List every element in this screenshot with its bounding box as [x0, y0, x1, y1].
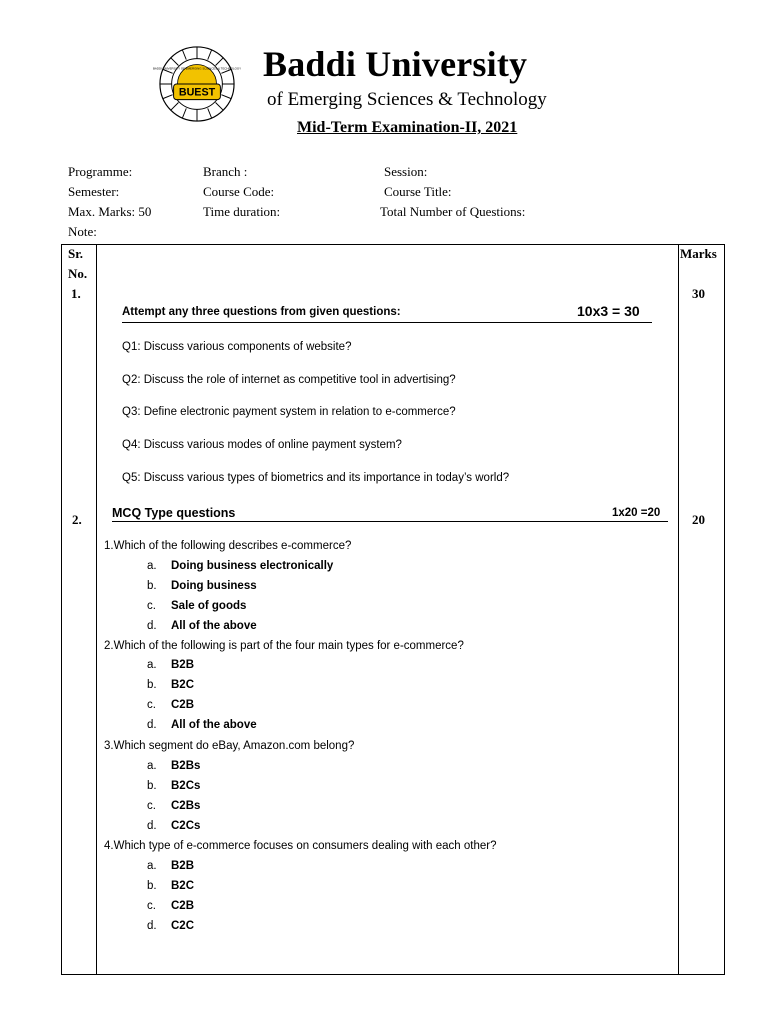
mcq-2-option-d: All of the above: [171, 719, 257, 731]
section1-instruction: Attempt any three questions from given questions:: [122, 306, 401, 318]
programme-label: Programme:: [68, 164, 133, 179]
mcq-4-option-b-letter: b.: [147, 880, 157, 892]
mcq-1-option-d: All of the above: [171, 620, 257, 632]
mcq-3-option-b-letter: b.: [147, 780, 157, 792]
mcq-4-option-d: C2C: [171, 920, 195, 932]
session-label: Session:: [384, 164, 428, 179]
mcq-3-option-a-letter: a.: [147, 760, 157, 772]
note-label: Note:: [68, 224, 97, 239]
mcq-3-option-c-letter: c.: [147, 800, 156, 812]
total-questions-label: Total Number of Questions:: [380, 204, 526, 219]
table-right-border: [724, 244, 725, 975]
marks-header: Marks: [680, 246, 717, 261]
mcq-4-option-a-letter: a.: [147, 860, 157, 872]
section2-title: MCQ Type questions: [112, 506, 236, 520]
mcq-3-option-a: B2Bs: [171, 760, 201, 772]
long-question-3: Q3: Define electronic payment system in relation to e-commerce?: [122, 406, 456, 418]
mcq-3-option-d: C2Cs: [171, 820, 201, 832]
table-top-border: [61, 244, 725, 245]
no-header: No.: [68, 266, 88, 281]
mcq-2-option-b: B2C: [171, 679, 195, 691]
mcq-1-option-a-letter: a.: [147, 560, 157, 572]
semester-label: Semester:: [68, 184, 120, 199]
section1-sr: 1.: [71, 286, 81, 301]
mcq-1-option-c-letter: c.: [147, 600, 156, 612]
mcq-2-option-c-letter: c.: [147, 699, 156, 711]
mcq-2-option-d-letter: d.: [147, 719, 157, 731]
section1-marks: 30: [692, 286, 705, 301]
mcq-4-option-c-letter: c.: [147, 900, 156, 912]
table-sr-divider: [96, 244, 97, 975]
max-marks-label: Max. Marks: 50: [68, 204, 152, 219]
mcq-2-option-c: C2B: [171, 699, 195, 711]
table-left-border: [61, 244, 62, 975]
mcq-question-3: 3.Which segment do eBay, Amazon.com belong?: [104, 740, 355, 752]
section2-sr: 2.: [72, 512, 82, 527]
section1-underline: [122, 322, 652, 323]
mcq-question-1: 1.Which of the following describes e-commerce?: [104, 540, 352, 552]
mcq-1-option-b: Doing business: [171, 580, 257, 592]
section2-marks: 20: [692, 512, 705, 527]
mcq-question-2: 2.Which of the following is part of the four main types for e-commerce?: [104, 640, 464, 652]
university-subtitle: of Emerging Sciences & Technology: [267, 89, 547, 110]
logo-text: BUEST: [178, 86, 216, 99]
course-title-label: Course Title:: [384, 184, 452, 199]
course-code-label: Course Code:: [203, 184, 275, 199]
branch-label: Branch :: [203, 164, 248, 179]
university-name: Baddi University: [263, 44, 528, 84]
mcq-2-option-b-letter: b.: [147, 679, 157, 691]
mcq-4-option-a: B2B: [171, 860, 195, 872]
mcq-2-option-a: B2B: [171, 659, 195, 671]
exam-title: Mid-Term Examination-II, 2021: [297, 119, 518, 136]
mcq-4-option-b: B2C: [171, 880, 195, 892]
long-question-1: Q1: Discuss various components of website?: [122, 341, 352, 353]
table-marks-divider: [678, 244, 679, 975]
mcq-1-option-d-letter: d.: [147, 620, 157, 632]
sr-header: Sr.: [68, 246, 84, 261]
mcq-2-option-a-letter: a.: [147, 659, 157, 671]
table-bottom-border: [61, 974, 725, 975]
mcq-4-option-d-letter: d.: [147, 920, 157, 932]
long-question-5: Q5: Discuss various types of biometrics and its importance in today’s world?: [122, 472, 510, 484]
mcq-1-option-a: Doing business electronically: [171, 560, 334, 572]
section1-score: 10x3 = 30: [577, 303, 640, 319]
section2-score: 1x20 =20: [612, 507, 661, 519]
mcq-3-option-b: B2Cs: [171, 780, 201, 792]
mcq-3-option-c: C2Bs: [171, 800, 201, 812]
long-question-4: Q4: Discuss various modes of online payment system?: [122, 439, 402, 451]
mcq-1-option-c: Sale of goods: [171, 600, 247, 612]
section2-underline: [112, 521, 668, 522]
time-duration-label: Time duration:: [203, 204, 281, 219]
logo-ring-text: BADDI UNIVERSITY OF EMERGING SCIENCES & TECHNOLOGY: [152, 66, 242, 71]
mcq-question-4: 4.Which type of e-commerce focuses on consumers dealing with each other?: [104, 840, 497, 852]
university-logo: [152, 45, 242, 123]
mcq-4-option-c: C2B: [171, 900, 195, 912]
mcq-3-option-d-letter: d.: [147, 820, 157, 832]
long-question-2: Q2: Discuss the role of internet as competitive tool in advertising?: [122, 374, 456, 386]
mcq-1-option-b-letter: b.: [147, 580, 157, 592]
